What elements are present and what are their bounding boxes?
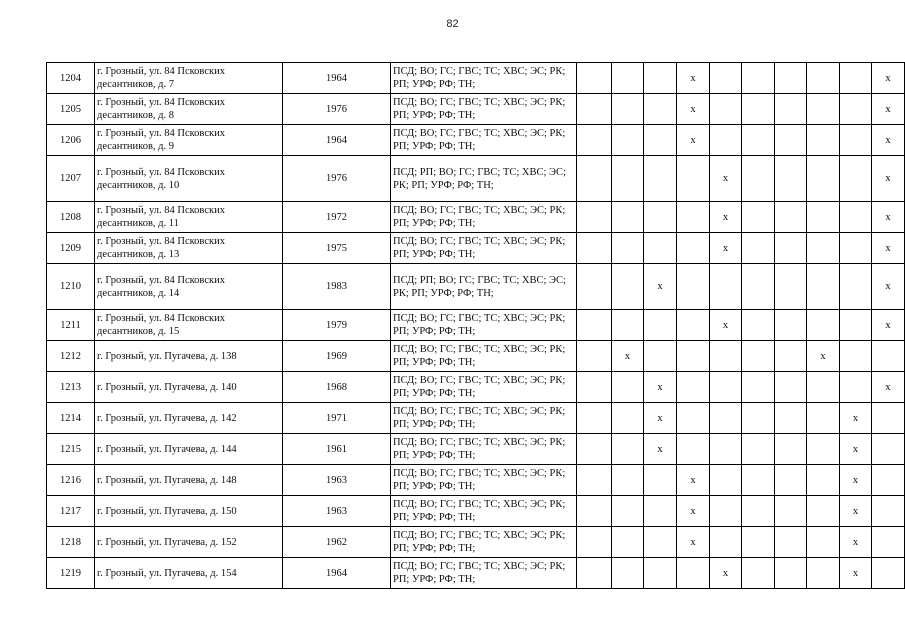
mark-cell xyxy=(840,372,872,403)
mark-cell: x xyxy=(872,202,905,233)
table-row xyxy=(47,341,905,372)
table-row xyxy=(47,310,905,341)
mark-cell xyxy=(840,310,872,341)
systems-cell: ПСД; ВО; ГС; ГВС; ТС; ХВС; ЭС; РК; РП; УРФ; РФ; ТН; xyxy=(391,558,577,589)
mark-cell xyxy=(775,94,807,125)
mark-cell xyxy=(775,372,807,403)
systems-cell: ПСД; ВО; ГС; ГВС; ТС; ХВС; ЭС; РК; РП; УРФ; РФ; ТН; xyxy=(391,341,577,372)
systems-cell: ПСД; ВО; ГС; ГВС; ТС; ХВС; ЭС; РК; РП; УРФ; РФ; ТН; xyxy=(391,465,577,496)
mark-cell xyxy=(807,372,840,403)
mark-cell xyxy=(577,264,612,310)
row-number: 1218 xyxy=(47,527,95,558)
mark-cell: x xyxy=(872,94,905,125)
year-cell: 1972 xyxy=(283,202,391,233)
mark-cell xyxy=(742,496,775,527)
mark-cell xyxy=(775,403,807,434)
mark-cell: x xyxy=(677,527,710,558)
mark-cell xyxy=(644,465,677,496)
mark-cell: x xyxy=(840,465,872,496)
year-cell: 1964 xyxy=(283,125,391,156)
mark-cell xyxy=(677,372,710,403)
year-cell: 1961 xyxy=(283,434,391,465)
mark-cell xyxy=(872,341,905,372)
mark-cell xyxy=(807,202,840,233)
mark-cell: x xyxy=(644,434,677,465)
mark-cell xyxy=(577,527,612,558)
mark-cell xyxy=(710,94,742,125)
mark-cell: x xyxy=(872,372,905,403)
mark-cell xyxy=(710,63,742,94)
systems-cell: ПСД; ВО; ГС; ГВС; ТС; ХВС; ЭС; РК; РП; УРФ; РФ; ТН; xyxy=(391,233,577,264)
address-cell: г. Грозный, ул. Пугачева, д. 150 xyxy=(95,496,283,527)
mark-cell xyxy=(577,403,612,434)
mark-cell xyxy=(742,341,775,372)
mark-cell: x xyxy=(644,372,677,403)
row-number: 1207 xyxy=(47,156,95,202)
mark-cell xyxy=(775,434,807,465)
mark-cell xyxy=(775,202,807,233)
mark-cell xyxy=(677,310,710,341)
table-row xyxy=(47,125,905,156)
mark-cell xyxy=(677,233,710,264)
mark-cell xyxy=(775,527,807,558)
mark-cell xyxy=(742,527,775,558)
mark-cell xyxy=(677,434,710,465)
table-row xyxy=(47,202,905,233)
mark-cell: x xyxy=(677,125,710,156)
mark-cell xyxy=(677,156,710,202)
row-number: 1217 xyxy=(47,496,95,527)
mark-cell xyxy=(840,156,872,202)
address-cell: г. Грозный, ул. 84 Псковских десантников, д. 7 xyxy=(95,63,283,94)
row-number: 1204 xyxy=(47,63,95,94)
mark-cell xyxy=(775,496,807,527)
mark-cell: x xyxy=(710,156,742,202)
mark-cell xyxy=(577,372,612,403)
year-cell: 1968 xyxy=(283,372,391,403)
mark-cell xyxy=(742,465,775,496)
mark-cell xyxy=(612,558,644,589)
table-row xyxy=(47,63,905,94)
mark-cell xyxy=(644,496,677,527)
mark-cell xyxy=(872,558,905,589)
mark-cell: x xyxy=(612,341,644,372)
mark-cell xyxy=(644,125,677,156)
mark-cell xyxy=(840,233,872,264)
mark-cell xyxy=(775,310,807,341)
mark-cell xyxy=(807,496,840,527)
mark-cell: x xyxy=(840,496,872,527)
mark-cell: x xyxy=(872,264,905,310)
mark-cell xyxy=(612,434,644,465)
mark-cell xyxy=(742,264,775,310)
mark-cell xyxy=(612,94,644,125)
mark-cell xyxy=(644,63,677,94)
year-cell: 1962 xyxy=(283,527,391,558)
mark-cell: x xyxy=(872,125,905,156)
mark-cell xyxy=(677,202,710,233)
mark-cell xyxy=(644,527,677,558)
mark-cell xyxy=(872,465,905,496)
address-cell: г. Грозный, ул. 84 Псковских десантников, д. 10 xyxy=(95,156,283,202)
mark-cell: x xyxy=(840,558,872,589)
housing-table xyxy=(46,62,905,589)
table-body xyxy=(47,63,905,589)
mark-cell xyxy=(612,63,644,94)
mark-cell xyxy=(742,310,775,341)
mark-cell xyxy=(710,125,742,156)
table-row xyxy=(47,156,905,202)
table-row xyxy=(47,434,905,465)
mark-cell xyxy=(710,465,742,496)
mark-cell xyxy=(807,233,840,264)
mark-cell xyxy=(644,233,677,264)
mark-cell xyxy=(577,156,612,202)
mark-cell xyxy=(644,156,677,202)
systems-cell: ПСД; ВО; ГС; ГВС; ТС; ХВС; ЭС; РК; РП; УРФ; РФ; ТН; xyxy=(391,94,577,125)
systems-cell: ПСД; ВО; ГС; ГВС; ТС; ХВС; ЭС; РК; РП; УРФ; РФ; ТН; xyxy=(391,527,577,558)
row-number: 1213 xyxy=(47,372,95,403)
table-row xyxy=(47,264,905,310)
year-cell: 1969 xyxy=(283,341,391,372)
mark-cell xyxy=(612,403,644,434)
mark-cell xyxy=(644,202,677,233)
mark-cell xyxy=(807,403,840,434)
year-cell: 1976 xyxy=(283,156,391,202)
address-cell: г. Грозный, ул. Пугачева, д. 148 xyxy=(95,465,283,496)
mark-cell xyxy=(775,63,807,94)
row-number: 1219 xyxy=(47,558,95,589)
mark-cell xyxy=(742,434,775,465)
address-cell: г. Грозный, ул. Пугачева, д. 140 xyxy=(95,372,283,403)
mark-cell xyxy=(677,558,710,589)
systems-cell: ПСД; ВО; ГС; ГВС; ТС; ХВС; ЭС; РК; РП; УРФ; РФ; ТН; xyxy=(391,125,577,156)
mark-cell: x xyxy=(710,202,742,233)
mark-cell xyxy=(775,233,807,264)
row-number: 1214 xyxy=(47,403,95,434)
year-cell: 1963 xyxy=(283,465,391,496)
mark-cell: x xyxy=(677,63,710,94)
mark-cell xyxy=(577,496,612,527)
mark-cell: x xyxy=(677,465,710,496)
mark-cell xyxy=(577,310,612,341)
mark-cell xyxy=(742,125,775,156)
mark-cell xyxy=(612,264,644,310)
mark-cell: x xyxy=(710,558,742,589)
mark-cell xyxy=(577,341,612,372)
mark-cell: x xyxy=(872,233,905,264)
year-cell: 1964 xyxy=(283,63,391,94)
mark-cell xyxy=(872,403,905,434)
year-cell: 1975 xyxy=(283,233,391,264)
systems-cell: ПСД; ВО; ГС; ГВС; ТС; ХВС; ЭС; РК; РП; УРФ; РФ; ТН; xyxy=(391,496,577,527)
year-cell: 1976 xyxy=(283,94,391,125)
address-cell: г. Грозный, ул. 84 Псковских десантников, д. 13 xyxy=(95,233,283,264)
mark-cell xyxy=(742,233,775,264)
address-cell: г. Грозный, ул. 84 Псковских десантников, д. 14 xyxy=(95,264,283,310)
table-row xyxy=(47,233,905,264)
mark-cell xyxy=(872,496,905,527)
mark-cell: x xyxy=(872,63,905,94)
mark-cell xyxy=(742,202,775,233)
systems-cell: ПСД; РП; ВО; ГС; ГВС; ТС; ХВС; ЭС; РК; РП; УРФ; РФ; ТН; xyxy=(391,264,577,310)
address-cell: г. Грозный, ул. Пугачева, д. 154 xyxy=(95,558,283,589)
mark-cell xyxy=(612,372,644,403)
mark-cell: x xyxy=(644,264,677,310)
address-cell: г. Грозный, ул. 84 Псковских десантников, д. 8 xyxy=(95,94,283,125)
year-cell: 1971 xyxy=(283,403,391,434)
mark-cell xyxy=(807,156,840,202)
mark-cell xyxy=(577,434,612,465)
row-number: 1215 xyxy=(47,434,95,465)
mark-cell xyxy=(872,527,905,558)
mark-cell xyxy=(807,310,840,341)
mark-cell xyxy=(577,465,612,496)
year-cell: 1983 xyxy=(283,264,391,310)
mark-cell xyxy=(807,465,840,496)
address-cell: г. Грозный, ул. Пугачева, д. 142 xyxy=(95,403,283,434)
row-number: 1209 xyxy=(47,233,95,264)
year-cell: 1979 xyxy=(283,310,391,341)
mark-cell: x xyxy=(677,496,710,527)
mark-cell xyxy=(775,341,807,372)
row-number: 1208 xyxy=(47,202,95,233)
systems-cell: ПСД; РП; ВО; ГС; ГВС; ТС; ХВС; ЭС; РК; РП; УРФ; РФ; ТН; xyxy=(391,156,577,202)
row-number: 1205 xyxy=(47,94,95,125)
table-row xyxy=(47,558,905,589)
address-cell: г. Грозный, ул. 84 Псковских десантников, д. 15 xyxy=(95,310,283,341)
mark-cell xyxy=(710,372,742,403)
mark-cell xyxy=(872,434,905,465)
mark-cell xyxy=(612,527,644,558)
mark-cell xyxy=(644,341,677,372)
mark-cell xyxy=(677,264,710,310)
mark-cell xyxy=(742,94,775,125)
mark-cell xyxy=(710,434,742,465)
table-row xyxy=(47,527,905,558)
mark-cell xyxy=(710,341,742,372)
systems-cell: ПСД; ВО; ГС; ГВС; ТС; ХВС; ЭС; РК; РП; УРФ; РФ; ТН; xyxy=(391,63,577,94)
mark-cell: x xyxy=(840,434,872,465)
table-row xyxy=(47,372,905,403)
mark-cell xyxy=(710,403,742,434)
mark-cell xyxy=(577,233,612,264)
mark-cell xyxy=(612,233,644,264)
mark-cell xyxy=(644,310,677,341)
mark-cell xyxy=(840,341,872,372)
mark-cell xyxy=(807,264,840,310)
address-cell: г. Грозный, ул. 84 Псковских десантников, д. 11 xyxy=(95,202,283,233)
mark-cell xyxy=(677,403,710,434)
mark-cell xyxy=(677,341,710,372)
systems-cell: ПСД; ВО; ГС; ГВС; ТС; ХВС; ЭС; РК; РП; УРФ; РФ; ТН; xyxy=(391,434,577,465)
mark-cell xyxy=(710,527,742,558)
mark-cell xyxy=(775,264,807,310)
mark-cell xyxy=(612,125,644,156)
row-number: 1212 xyxy=(47,341,95,372)
mark-cell: x xyxy=(872,156,905,202)
table-row xyxy=(47,496,905,527)
mark-cell xyxy=(775,465,807,496)
address-cell: г. Грозный, ул. 84 Псковских десантников, д. 9 xyxy=(95,125,283,156)
mark-cell xyxy=(612,202,644,233)
address-cell: г. Грозный, ул. Пугачева, д. 144 xyxy=(95,434,283,465)
mark-cell xyxy=(710,264,742,310)
mark-cell: x xyxy=(710,233,742,264)
mark-cell xyxy=(807,125,840,156)
mark-cell xyxy=(775,156,807,202)
mark-cell xyxy=(807,434,840,465)
row-number: 1206 xyxy=(47,125,95,156)
mark-cell xyxy=(710,496,742,527)
mark-cell: x xyxy=(872,310,905,341)
mark-cell xyxy=(840,94,872,125)
mark-cell: x xyxy=(677,94,710,125)
mark-cell xyxy=(807,94,840,125)
year-cell: 1964 xyxy=(283,558,391,589)
mark-cell xyxy=(840,125,872,156)
row-number: 1210 xyxy=(47,264,95,310)
address-cell: г. Грозный, ул. Пугачева, д. 152 xyxy=(95,527,283,558)
mark-cell xyxy=(807,558,840,589)
mark-cell xyxy=(807,527,840,558)
mark-cell xyxy=(807,63,840,94)
table-row xyxy=(47,403,905,434)
row-number: 1216 xyxy=(47,465,95,496)
page-number: 82 xyxy=(446,18,459,30)
mark-cell xyxy=(775,125,807,156)
mark-cell xyxy=(577,94,612,125)
mark-cell xyxy=(644,94,677,125)
mark-cell: x xyxy=(840,527,872,558)
mark-cell: x xyxy=(710,310,742,341)
mark-cell xyxy=(840,63,872,94)
mark-cell xyxy=(612,156,644,202)
mark-cell xyxy=(742,403,775,434)
mark-cell: x xyxy=(807,341,840,372)
mark-cell xyxy=(775,558,807,589)
mark-cell: x xyxy=(840,403,872,434)
mark-cell xyxy=(577,125,612,156)
mark-cell xyxy=(644,558,677,589)
table-row xyxy=(47,465,905,496)
mark-cell xyxy=(742,558,775,589)
mark-cell xyxy=(840,264,872,310)
mark-cell xyxy=(612,310,644,341)
mark-cell xyxy=(612,465,644,496)
mark-cell xyxy=(612,496,644,527)
systems-cell: ПСД; ВО; ГС; ГВС; ТС; ХВС; ЭС; РК; РП; УРФ; РФ; ТН; xyxy=(391,403,577,434)
mark-cell xyxy=(577,63,612,94)
systems-cell: ПСД; ВО; ГС; ГВС; ТС; ХВС; ЭС; РК; РП; УРФ; РФ; ТН; xyxy=(391,310,577,341)
mark-cell xyxy=(742,372,775,403)
mark-cell xyxy=(742,156,775,202)
systems-cell: ПСД; ВО; ГС; ГВС; ТС; ХВС; ЭС; РК; РП; УРФ; РФ; ТН; xyxy=(391,372,577,403)
year-cell: 1963 xyxy=(283,496,391,527)
systems-cell: ПСД; ВО; ГС; ГВС; ТС; ХВС; ЭС; РК; РП; УРФ; РФ; ТН; xyxy=(391,202,577,233)
mark-cell: x xyxy=(644,403,677,434)
mark-cell xyxy=(840,202,872,233)
address-cell: г. Грозный, ул. Пугачева, д. 138 xyxy=(95,341,283,372)
mark-cell xyxy=(742,63,775,94)
row-number: 1211 xyxy=(47,310,95,341)
mark-cell xyxy=(577,558,612,589)
table-row xyxy=(47,94,905,125)
mark-cell xyxy=(577,202,612,233)
